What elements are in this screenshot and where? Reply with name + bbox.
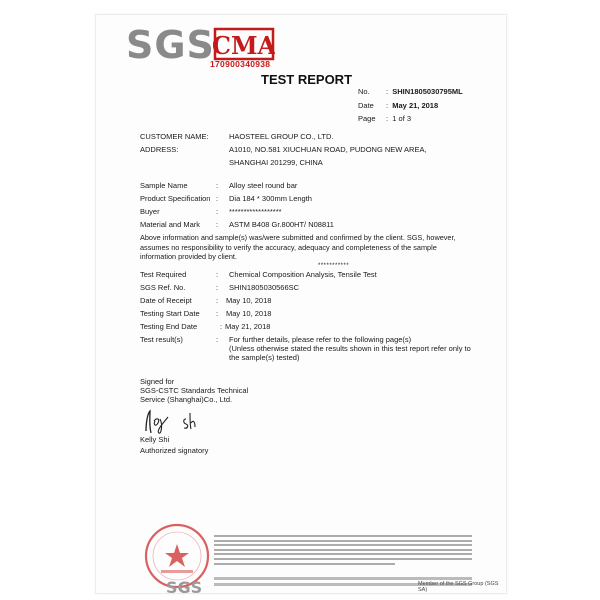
sgs-logo: SGS bbox=[126, 23, 215, 67]
cma-logo-text: CMA bbox=[213, 31, 275, 60]
report-date: Date : May 21, 2018 bbox=[358, 101, 439, 110]
terms-fine-print bbox=[214, 535, 472, 569]
report-page: SGS CMA 170900340938 TEST REPORT No. : SHIN1805030795ML Date : May 21, 2018 Page : 1 of 3 CUSTOMER NAME: HAOSTEEL GROUP CO., LTD. ADDRESS: A1010, NO.581 XIUCHUAN ROAD, PUDONG NEW AREA, SHANGHAI 201299, CHINA Sample Name : Alloy steel round bar Product Specification : Dia 184 * 300mm Length Buyer : ****************** Material and Mark : ASTM B408 Gr.800HT/ N08811 Above information and sample(s) was/were submitted and confirmed by the client. SGS, however, assumes no responsibility to verify the accuracy, adequacy and completeness of the sample information provided by client. *********** Test Required : Chemical Composition Analysis, Tensile Test SGS Ref. No. : SHIN1805030566SC Date of Receipt : May 10, 2018 Testing Start Date : May 10, 2018 Testing End Date : May 21, 2018 Test result(s) : For further details, please refer to the following page(s) (Unless otherwise stated the results shown in this test report refer only to the sample(s) tested) Signed for SGS-CSTC Standards Technical Service (Shanghai)Co., Ltd. Kelly Shi Authorized signatory SGS Member of the SGS Group (SGS SA) bbox=[95, 14, 507, 594]
cma-number: 170900340938 bbox=[210, 59, 271, 69]
separator-stars: *********** bbox=[318, 263, 350, 269]
disclaimer-text: Above information and sample(s) was/were submitted and confirmed by the client. SGS, however, assumes no responsibility to verify the accuracy, adequacy and completeness of the sample information provided by client. bbox=[140, 233, 456, 261]
handwritten-signature bbox=[140, 407, 220, 437]
page-title: TEST REPORT bbox=[261, 72, 353, 87]
cma-logo bbox=[213, 27, 275, 63]
member-of-sgs-text: Member of the SGS Group (SGS SA) bbox=[418, 581, 499, 593]
footer-sgs-logo: SGS bbox=[166, 578, 203, 597]
report-page-number: Page : 1 of 3 bbox=[358, 114, 412, 123]
footer-address-en bbox=[214, 577, 472, 580]
report-number: No. : SHIN1805030795ML bbox=[358, 87, 463, 96]
